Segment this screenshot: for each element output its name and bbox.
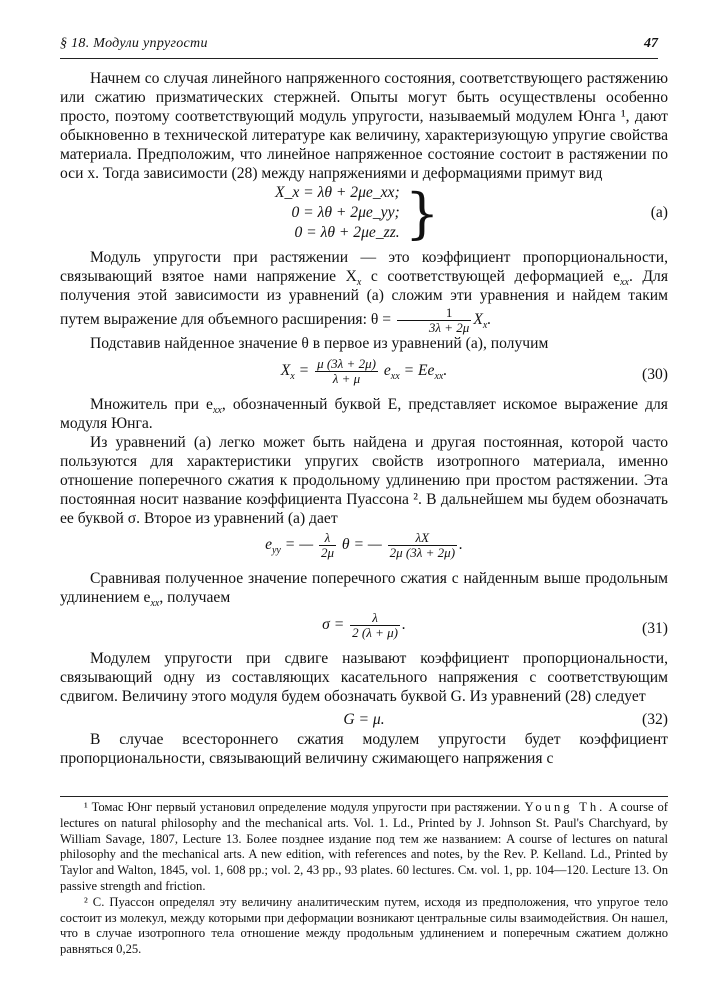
paragraph-shear-modulus: Модулем упругости при сдвиге называют коэффициент пропорциональности, связывающий одну из составляющих касательного напряжения с соответствующим сдвигом. Величину этого модуля будем обозначать буквой G. Из уравнений (28) следует: [60, 650, 668, 706]
fraction-denominator: 2μ (3λ + 2μ): [389, 545, 456, 561]
equation-32: [60, 707, 668, 731]
fraction-numerator: 1: [397, 306, 471, 321]
fraction-denominator: 2 (λ + μ): [352, 625, 398, 641]
equation-31: σ = $\frac{\lambda}{2 (\lambda + \mu)}$ . (31): [322, 610, 668, 641]
text-run: , получаем: [159, 589, 231, 607]
eq32-body: G = μ.: [343, 710, 385, 728]
footnote-2: ² С. Пуассон определял эту величину аналитическим путем, исходя из предположения, что упругое тело состоит из молекул, между которыми при деформации возникают центральные силы взаимодействия. Он нашел, что в случае изотропного тела отношение между продольным удлинением и поперечным сжатием должно равняться 0,25.: [60, 894, 668, 957]
running-header: [60, 34, 658, 56]
equation-30: $X_x$ = $\frac{\mu (3\lambda + 2\mu)}{\lambda + \mu}$ $e_{xx} = Ee_{xx}$. (30): [280, 356, 668, 387]
text-run: Модуль упругости при растяжении — это коэффициент пропорциональности, связывающий взятое нами напряжение X: [60, 249, 668, 286]
footnote-1: [60, 800, 668, 895]
eyy-fraction-1: [319, 531, 336, 560]
footnote-author: Young Th.: [524, 800, 606, 814]
paragraph-poisson: Из уравнений (а) легко может быть найдена и другая постоянная, которой часто пользуются для характеристики упругих свойств изотропного материала, именно отношение поперечного сжатия к продольному удлинению при простом растяжении. Эта постоянная носит название коэффициента Пуассона ². В дальнейшем мы будем обозначать ее буквой σ. Второе из уравнений (а) дает: [60, 433, 668, 527]
text-run: с соответствующей деформацией e: [361, 268, 621, 286]
equation-tag-32: (32): [642, 710, 668, 728]
fraction-denominator: 3λ + 2μ: [428, 320, 470, 336]
text-run: Сравнивая полученное значение поперечного сжатия с найденным выше продольным удлинением e: [60, 570, 668, 607]
equation-tag-31: (31): [642, 620, 668, 638]
eq31-fraction: [350, 611, 400, 640]
page-number: 47: [644, 36, 658, 51]
text-run: ¹ Томас Юнг первый установил определение модуля упругости при растяжении.: [84, 800, 521, 814]
fraction-numerator: λ: [319, 531, 336, 546]
footnotes: [60, 800, 668, 958]
equation-a-row-2: 0 = λθ + 2μe_yy;: [291, 204, 400, 222]
eq30-fraction: [315, 357, 378, 386]
equation-tag-30: (30): [642, 366, 668, 384]
text-run: A course of lectures on natural philosophy and the mechanical arts. Vol. 1. Ld., Printed by J. Johnson St. Paul's Charchyard, by William Savage, 1807, Lecture 13. Более позднее издание под тем же названием: A course of lectures on natural philosophy and the mechanical arts. A new edition, with references and notes, by the Rev. P. Kelland. Ld., Printed by Taylor and Walton, 1845, vol. 1, 608 pp.; vol. 2, 43 pp., 93 plates. 60 lectures. См. vol. 1, pp. 104—120. Lecture 13. On passive strength and friction.: [60, 800, 668, 893]
fraction-numerator: λX: [388, 531, 457, 546]
text-run: , обозначенный буквой E, представляет искомое выражение для модуля Юнга.: [60, 396, 668, 432]
eyy-fraction-2: [388, 531, 457, 560]
right-brace: }: [405, 182, 440, 246]
equation-eyy: $e_{yy}$ = — $\frac{\lambda}{2\mu}$ θ = — $\frac{\lambda X}{2\mu (3\lambda + 2\mu)}$ .: [265, 530, 463, 561]
paragraph-young-expression: Множитель при $e_{xx}$, обозначенный буквой E, представляет искомое выражение для модуля Юнга.: [60, 396, 668, 432]
fraction-denominator: 2μ: [320, 545, 334, 561]
equation-a-row-3: 0 = λθ + 2μe_zz.: [294, 224, 400, 242]
paragraph-tension-modulus: Модуль упругости при растяжении — это коэффициент пропорциональности, связывающий взятое нами напряжение $X_x$ с соответствующей деформацией $e_{xx}$. Для получения этой зависимости из уравнений (а) сложим эти уравнения и найдем таким путем выражение для объемного расширения: θ = $\frac{1}{3\lambda + 2\mu}$ $X_x$.: [60, 249, 668, 336]
text-run: Множитель при e: [90, 396, 213, 414]
fraction-numerator: μ (3λ + 2μ): [317, 356, 376, 372]
equation-system-a: [60, 183, 668, 249]
equation-a-row-1: X_x = λθ + 2μe_xx;: [275, 184, 400, 202]
text-run: . Для получения этой зависимости из уравнений (а) сложим эти уравнения и найдем таким путем выражение для объемного расширения: θ =: [60, 268, 668, 329]
paragraph-comparison: Сравнивая полученное значение поперечного сжатия с найденным выше продольным удлинением $e_{xx}$, получаем: [60, 570, 668, 610]
equation-tag-a: (a): [650, 204, 668, 222]
paragraph-bulk-modulus: В случае всестороннего сжатия модулем упругости будет коэффициент пропорциональности, связывающий величину сжимающего напряжения с: [60, 730, 668, 767]
paragraph-substitution: Подставив найденное значение θ в первое из уравнений (а), получим: [90, 335, 549, 353]
eq30-lhs: X: [280, 362, 291, 380]
eq30-rhs: = Ee: [403, 362, 435, 380]
paragraph-young-modulus-intro: Начнем со случая линейного напряженного состояния, соответствующего растяжению или сжатию призматических стержней. Опыты могут быть осуществлены особенно просто, поэтому соответствующий модуль упругости, называемый модулем Юнга ¹, дают обыкновенно в технической литературе как величину, характеризующую упругие свойства материала. Предположим, что линейное напряженное состояние состоит в растяжении по оси x. Тогда зависимости (28) между напряжениями и деформациями примут вид: [60, 70, 668, 182]
fraction-denominator: λ + μ: [332, 371, 361, 387]
section-title: § 18. Модули упругости: [60, 36, 208, 51]
theta-fraction: [397, 306, 471, 335]
main-text: [60, 70, 668, 769]
footnote-rule: [60, 796, 668, 797]
fraction-numerator: λ: [350, 611, 400, 626]
header-rule: [60, 58, 658, 59]
